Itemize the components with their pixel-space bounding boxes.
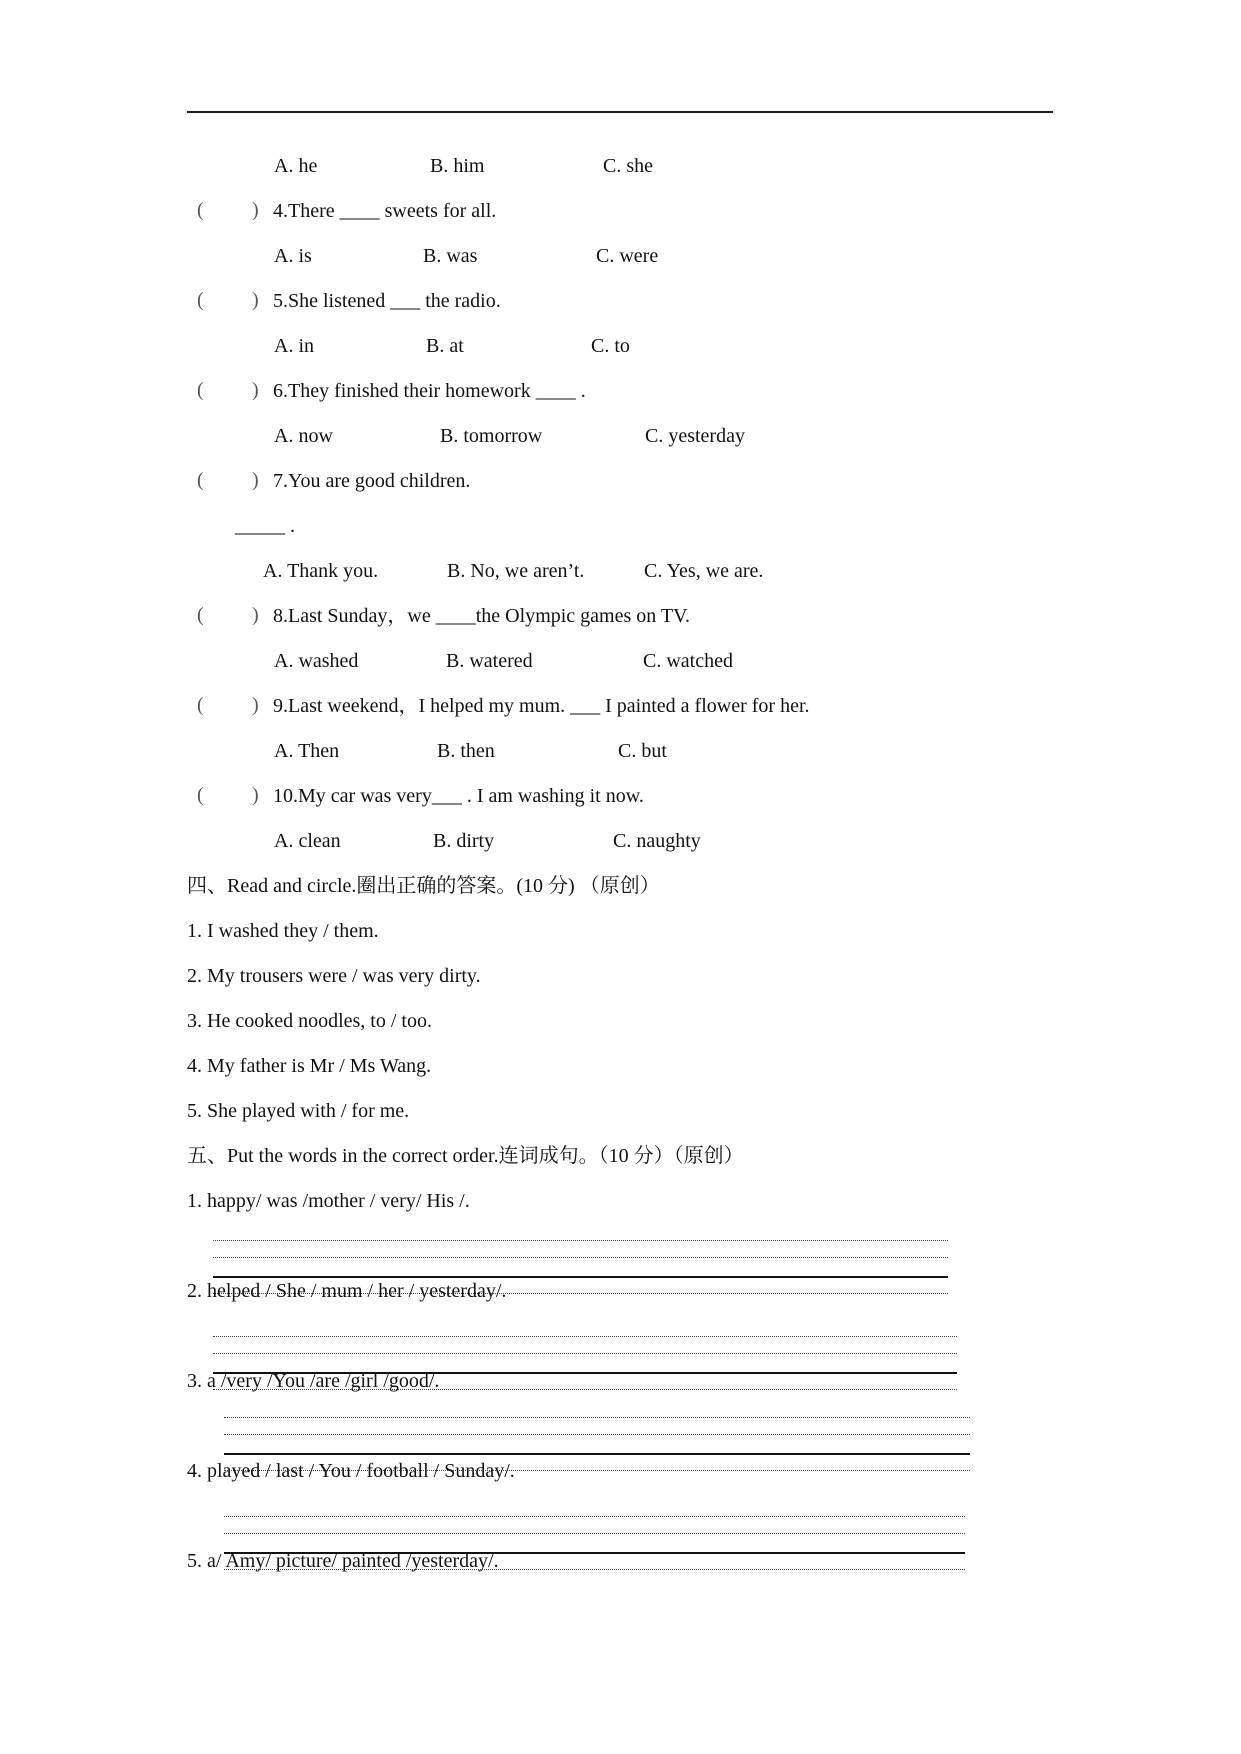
- circle-item: 2. My trousers were / was very dirty.: [187, 965, 481, 987]
- writing-line-dotted[interactable]: [213, 1336, 957, 1337]
- writing-line-dotted[interactable]: [213, 1353, 957, 1354]
- answer-paren-open[interactable]: (: [197, 604, 204, 626]
- option-b: B. at: [426, 335, 464, 357]
- answer-paren-open[interactable]: (: [197, 199, 204, 221]
- option-a: A. now: [274, 425, 333, 447]
- option-a: A. washed: [274, 650, 359, 672]
- order-item: 5. a/ Amy/ picture/ painted /yesterday/.: [187, 1550, 499, 1572]
- writing-line-baseline[interactable]: [213, 1276, 948, 1278]
- writing-line-dotted[interactable]: [224, 1417, 970, 1418]
- option-c: C. she: [603, 155, 653, 177]
- circle-item: 4. My father is Mr / Ms Wang.: [187, 1055, 432, 1077]
- answer-paren-open[interactable]: (: [197, 289, 204, 311]
- option-a: A. Thank you.: [263, 560, 379, 582]
- writing-line-dotted[interactable]: [213, 1240, 948, 1241]
- order-item: 1. happy/ was /mother / very/ His /.: [187, 1190, 470, 1212]
- question-text: 10.My car was very___ . I am washing it now.: [273, 785, 644, 807]
- section-heading: 五、Put the words in the correct order.连词成句。（10 分）（原创）: [187, 1145, 744, 1167]
- answer-paren-open[interactable]: (: [197, 784, 204, 806]
- option-a: A. clean: [274, 830, 341, 852]
- option-b: B. was: [423, 245, 478, 267]
- question-text: 4.There ____ sweets for all.: [273, 200, 497, 222]
- option-b: B. tomorrow: [440, 425, 543, 447]
- order-item: 2. helped / She / mum / her / yesterday/.: [187, 1280, 507, 1302]
- circle-item: 5. She played with / for me.: [187, 1100, 410, 1122]
- question-text: 5.She listened ___ the radio.: [273, 290, 501, 312]
- option-c: C. to: [591, 335, 630, 357]
- option-c: C. were: [596, 245, 659, 267]
- question-text: 6.They finished their homework ____ .: [273, 380, 586, 402]
- option-c: C. Yes, we are.: [644, 560, 764, 582]
- answer-paren-close: ): [252, 694, 259, 716]
- answer-paren-close: ): [252, 199, 259, 221]
- writing-line-dotted[interactable]: [224, 1434, 970, 1435]
- option-a: A. in: [274, 335, 314, 357]
- section-heading: 四、Read and circle.圈出正确的答案。(10 分) （原创）: [187, 875, 660, 897]
- answer-blank: _____ .: [235, 515, 295, 537]
- circle-item: 3. He cooked noodles, to / too.: [187, 1010, 432, 1032]
- option-c: C. naughty: [613, 830, 701, 852]
- writing-line-dotted[interactable]: [224, 1533, 965, 1534]
- option-c: C. but: [618, 740, 667, 762]
- option-b: B. then: [437, 740, 495, 762]
- answer-paren-open[interactable]: (: [197, 694, 204, 716]
- option-b: B. dirty: [433, 830, 495, 852]
- order-item: 3. a /very /You /are /girl /good/.: [187, 1370, 440, 1392]
- answer-paren-close: ): [252, 604, 259, 626]
- answer-paren-close: ): [252, 289, 259, 311]
- answer-paren-close: ): [252, 784, 259, 806]
- header-rule: [187, 111, 1053, 113]
- answer-paren-close: ): [252, 469, 259, 491]
- option-b: B. No, we aren’t.: [447, 560, 585, 582]
- order-item: 4. played / last / You / football / Sunday/.: [187, 1460, 515, 1482]
- answer-paren-close: ): [252, 379, 259, 401]
- question-text: 7.You are good children.: [273, 470, 471, 492]
- answer-paren-open[interactable]: (: [197, 379, 204, 401]
- question-text: 8.Last Sunday，we ____the Olympic games on TV.: [273, 605, 690, 627]
- writing-line-baseline[interactable]: [224, 1453, 970, 1455]
- option-c: C. watched: [643, 650, 733, 672]
- option-b: B. him: [430, 155, 485, 177]
- option-c: C. yesterday: [645, 425, 745, 447]
- answer-paren-open[interactable]: (: [197, 469, 204, 491]
- option-a: A. is: [274, 245, 312, 267]
- question-text: 9.Last weekend，I helped my mum. ___ I painted a flower for her.: [273, 695, 810, 717]
- writing-line-dotted[interactable]: [224, 1516, 965, 1517]
- writing-line-dotted[interactable]: [213, 1257, 948, 1258]
- option-a: A. Then: [274, 740, 340, 762]
- option-a: A. he: [274, 155, 318, 177]
- circle-item: 1. I washed they / them.: [187, 920, 379, 942]
- option-b: B. watered: [446, 650, 533, 672]
